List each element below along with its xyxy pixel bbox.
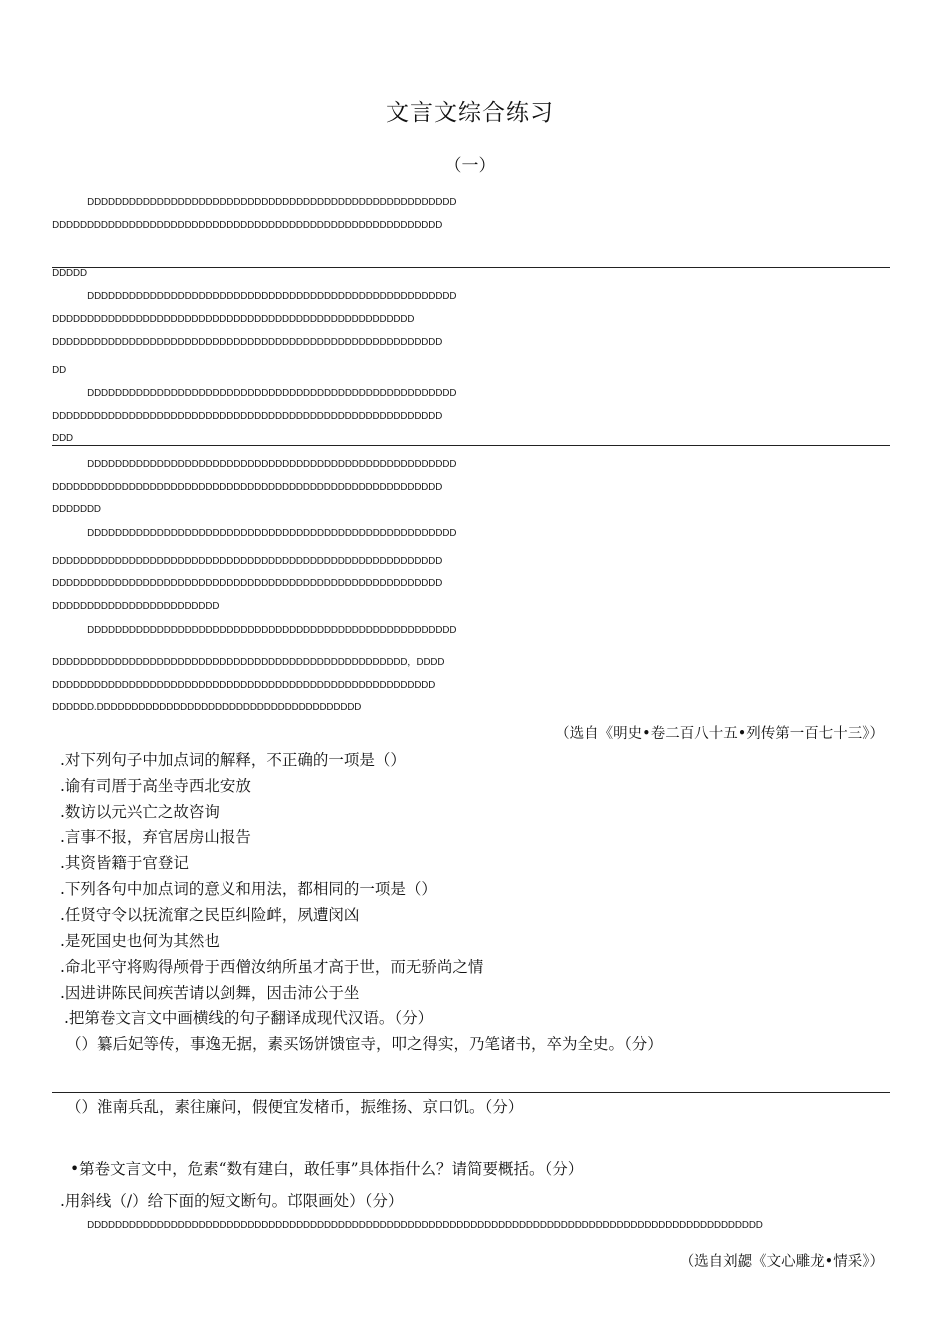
question-1-option: .数访以元兴亡之故咨询 bbox=[60, 803, 220, 821]
document-title: 文言文综合练习 bbox=[386, 100, 554, 126]
passage-line: DDDDDDDDDDDDDDDDDDDDDDDD bbox=[52, 601, 220, 612]
passage-line: DDDDDDDDDDDDDDDDDDDDDDDDDDDDDDDDDDDDDDDDDDDDDDDDDDDDD bbox=[87, 388, 457, 399]
question-1-option: .其资皆籍于官登记 bbox=[60, 854, 189, 872]
passage-line: DDDDD bbox=[52, 268, 87, 279]
answer-underline bbox=[52, 267, 890, 268]
passage-line: DDDDDDDDDDDDDDDDDDDDDDDDDDDDDDDDDDDDDDDDDDDDDDDDDDDDD bbox=[87, 197, 457, 208]
passage-line: DDDDDDDDDDDDDDDDDDDDDDDDDDDDDDDDDDDDDDDDDDDDDDDDDDDD bbox=[52, 314, 415, 325]
question-2-option: .任贤守令以抚流窜之民臣纠险衅，夙遭闵凶 bbox=[60, 906, 360, 924]
passage-line: DDD bbox=[52, 433, 73, 444]
passage-line: DDDDDDDDDDDDDDDDDDDDDDDDDDDDDDDDDDDDDDDDDDDDDDDDDDD，DDDD bbox=[52, 657, 445, 668]
passage-line: DDDDDDDDDDDDDDDDDDDDDDDDDDDDDDDDDDDDDDDDDDDDDDDDDDDDDDDD bbox=[52, 411, 443, 422]
passage-line: DDDDDDDDDDDDDDDDDDDDDDDDDDDDDDDDDDDDDDDDDDDDDDDDDDDDDDDD bbox=[52, 220, 443, 231]
passage-line: DDDDDD.DDDDDDDDDDDDDDDDDDDDDDDDDDDDDDDDDDDDDD bbox=[52, 702, 362, 713]
question-2-option: .命北平守将购得颅骨于西僧汝纳所虽才高于世，而无骄尚之情 bbox=[60, 958, 484, 976]
question-5-text: DDDDDDDDDDDDDDDDDDDDDDDDDDDDDDDDDDDDDDDDDDDDDDDDDDDDDDDDDDDDDDDDDDDDDDDDDDDDDDDDDDDDDDDDDDDDDDDDD bbox=[87, 1220, 763, 1231]
question-1-option: .言事不报，弃官居房山报告 bbox=[60, 828, 251, 846]
question-3-stem: .把第卷文言文中画横线的句子翻译成现代汉语。（分） bbox=[64, 1009, 434, 1027]
question-5-source: （选自刘勰《文心雕龙•情采》） bbox=[679, 1254, 884, 1270]
answer-underline bbox=[52, 1092, 890, 1093]
question-1-option: .谕有司厝于高坐寺西北安放 bbox=[60, 777, 251, 795]
passage-line: DDDDDDDDDDDDDDDDDDDDDDDDDDDDDDDDDDDDDDDDDDDDDDDDDDDDDDD bbox=[52, 680, 436, 691]
question-2-option: .是死国史也何为其然也 bbox=[60, 932, 220, 950]
passage-line: DDDDDDDDDDDDDDDDDDDDDDDDDDDDDDDDDDDDDDDDDDDDDDDDDDDDD bbox=[87, 291, 457, 302]
question-5-stem: .用斜线（/）给下面的短文断句。邙限画处）（分） bbox=[60, 1192, 404, 1210]
passage-line: DDDDDDD bbox=[52, 504, 101, 515]
passage-source: （选自《明史•卷二百八十五•列传第一百七十三》） bbox=[555, 726, 884, 742]
passage-line: DDDDDDDDDDDDDDDDDDDDDDDDDDDDDDDDDDDDDDDDDDDDDDDDDDDDDDDD bbox=[52, 337, 443, 348]
passage-line: DDDDDDDDDDDDDDDDDDDDDDDDDDDDDDDDDDDDDDDDDDDDDDDDDDDDDDDD bbox=[52, 556, 443, 567]
passage-line: DDDDDDDDDDDDDDDDDDDDDDDDDDDDDDDDDDDDDDDDDDDDDDDDDDDDDDDD bbox=[52, 482, 443, 493]
question-3-item: （）纂后妃等传，事逸无据，素买饧饼馈宦寺，叩之得实，乃笔诸书，卒为全史。（分） bbox=[66, 1035, 663, 1053]
passage-line: DDDDDDDDDDDDDDDDDDDDDDDDDDDDDDDDDDDDDDDDDDDDDDDDDDDDDDDD bbox=[52, 578, 443, 589]
passage-line: DD bbox=[52, 365, 66, 376]
question-3-item: （）淮南兵乱，素往廉问，假便宜发楮币，振维扬、京口饥。（分） bbox=[66, 1098, 524, 1116]
passage-line: DDDDDDDDDDDDDDDDDDDDDDDDDDDDDDDDDDDDDDDDDDDDDDDDDDDDD bbox=[87, 528, 457, 539]
question-2-option: .因进讲陈民间疾苦请以剑舞，因击沛公于坐 bbox=[60, 984, 360, 1002]
passage-line: DDDDDDDDDDDDDDDDDDDDDDDDDDDDDDDDDDDDDDDDDDDDDDDDDDDDD bbox=[87, 459, 457, 470]
passage-line: DDDDDDDDDDDDDDDDDDDDDDDDDDDDDDDDDDDDDDDDDDDDDDDDDDDDD bbox=[87, 625, 457, 636]
question-2-stem: .下列各句中加点词的意义和用法，都相同的一项是（） bbox=[60, 880, 437, 898]
question-4-stem: •第卷文言文中，危素“数有建白，敢任事”具体指什么？请简要概括。（分） bbox=[70, 1160, 584, 1178]
document-subtitle: （一） bbox=[444, 156, 496, 176]
answer-underline bbox=[52, 445, 890, 446]
question-1-stem: .对下列句子中加点词的解释，不正确的一项是（） bbox=[60, 751, 406, 769]
